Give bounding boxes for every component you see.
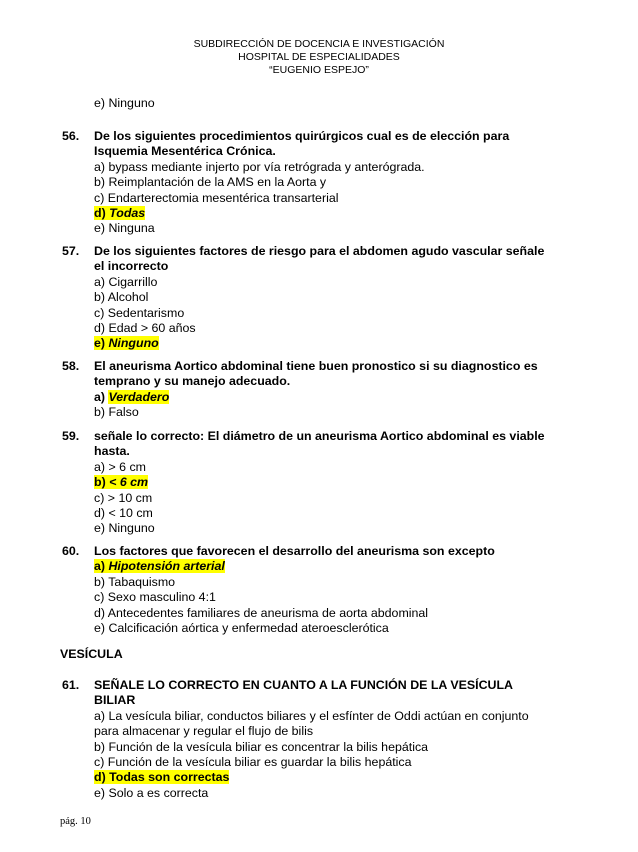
option-answer: Hipotensión arterial bbox=[108, 559, 225, 574]
page-header bbox=[0, 38, 638, 77]
option-answer: Ninguno bbox=[108, 336, 159, 351]
option-answer: Verdadero bbox=[108, 389, 170, 404]
correct-answer-option bbox=[94, 559, 564, 574]
option-text: e) Solo a es correcta bbox=[94, 785, 209, 800]
answer-option bbox=[94, 621, 564, 636]
answer-option bbox=[94, 709, 564, 740]
option-text: para almacenar y regular el flujo de bilis bbox=[94, 724, 314, 739]
option-text: b) Alcohol bbox=[94, 290, 149, 305]
option-prefix: d) bbox=[94, 206, 110, 221]
header-line-1: SUBDIRECCIÓN DE DOCENCIA E INVESTIGACIÓN bbox=[193, 38, 445, 50]
answer-highlight bbox=[94, 390, 169, 404]
answer-option bbox=[94, 405, 564, 420]
section-heading: VESÍCULA bbox=[60, 647, 123, 661]
header-line-2: HOSPITAL DE ESPECIALIDADES bbox=[238, 51, 400, 63]
option-text: c) Endarterectomia mesentérica transarterial bbox=[94, 190, 339, 205]
answer-option bbox=[94, 575, 564, 590]
page-number: pág. 10 bbox=[60, 816, 91, 827]
answer-option bbox=[94, 290, 564, 305]
question-title-line: SEÑALE LO CORRECTO EN CUANTO A LA FUNCIÓN DE LA VESÍCULA bbox=[94, 678, 513, 692]
option-text: c) Sexo masculino 4:1 bbox=[94, 590, 216, 605]
option-text: d) Edad > 60 años bbox=[94, 321, 196, 336]
question-title-line: Isquemia Mesentérica Crónica. bbox=[94, 144, 276, 159]
question-title bbox=[94, 129, 564, 160]
options-list bbox=[94, 390, 564, 421]
option-prefix: b) bbox=[94, 475, 110, 490]
answer-option bbox=[94, 275, 564, 290]
option-text: d) < 10 cm bbox=[94, 506, 153, 521]
option-text: d) Antecedentes familiares de aneurisma de aorta abdominal bbox=[94, 605, 429, 620]
correct-answer-option bbox=[94, 206, 564, 221]
option-answer: < 6 cm bbox=[109, 475, 149, 490]
option-text: a) Cigarrillo bbox=[94, 274, 158, 289]
question-title-line: señale lo correcto: El diámetro de un aneurisma Aortico abdominal es viable bbox=[94, 429, 545, 443]
question-title-line: El aneurisma Aortico abdominal tiene buen pronostico si su diagnostico es bbox=[94, 359, 538, 373]
answer-option bbox=[94, 755, 564, 770]
answer-option bbox=[94, 221, 564, 236]
options-list bbox=[94, 709, 564, 801]
question-number: 56. bbox=[62, 129, 80, 143]
option-text: b) Función de la vesícula biliar es concentrar la bilis hepática bbox=[94, 739, 429, 754]
header-line-3: “EUGENIO ESPEJO” bbox=[269, 64, 369, 76]
option-text: a) La vesícula biliar, conductos biliares y el esfínter de Oddi actúan en conjunto bbox=[94, 708, 529, 723]
answer-highlight bbox=[94, 475, 148, 489]
option-text: b) Reimplantación de la AMS en la Aorta y bbox=[94, 175, 327, 190]
answer-option bbox=[94, 491, 564, 506]
answer-option bbox=[94, 175, 564, 190]
option-prefix: e) bbox=[94, 336, 109, 351]
options-list bbox=[94, 275, 564, 352]
options-list bbox=[94, 559, 564, 636]
question-title-line: hasta. bbox=[94, 444, 130, 459]
option-text: e) Ninguna bbox=[94, 221, 155, 236]
answer-highlight bbox=[94, 336, 159, 350]
answer-highlight bbox=[94, 206, 145, 220]
question-number: 60. bbox=[62, 544, 80, 558]
question-title-line: temprano y su manejo adecuado. bbox=[94, 374, 291, 389]
question-title bbox=[94, 429, 564, 460]
answer-highlight bbox=[94, 559, 225, 573]
question-title-line: De los siguientes factores de riesgo para el abdomen agudo vascular señale bbox=[94, 244, 545, 258]
question-number: 57. bbox=[62, 244, 80, 258]
answer-option bbox=[94, 740, 564, 755]
correct-answer-option bbox=[94, 336, 564, 351]
correct-answer-option bbox=[94, 475, 564, 490]
option-text: b) Tabaquismo bbox=[94, 574, 176, 589]
answer-option bbox=[94, 606, 564, 621]
options-list bbox=[94, 160, 564, 237]
question-title bbox=[94, 544, 564, 559]
question-number: 59. bbox=[62, 429, 80, 443]
option-prefix: a) bbox=[94, 389, 109, 404]
question-number: 58. bbox=[62, 359, 80, 373]
answer-option bbox=[94, 191, 564, 206]
question-title bbox=[94, 244, 564, 275]
option-text: a) bypass mediante injerto por vía retrógrada y anterógrada. bbox=[94, 159, 425, 174]
answer-highlight: d) Todas son correctas bbox=[94, 770, 230, 785]
answer-option bbox=[94, 321, 564, 336]
option-text: e) Calcificación aórtica y enfermedad ateroesclerótica bbox=[94, 621, 389, 636]
option-text: c) > 10 cm bbox=[94, 490, 153, 505]
answer-option bbox=[94, 306, 564, 321]
option-text: e) Ninguno bbox=[94, 521, 155, 536]
option-prefix: a) bbox=[94, 559, 109, 574]
question-title-line: De los siguientes procedimientos quirúrgicos cual es de elección para bbox=[94, 129, 510, 143]
question-title bbox=[94, 359, 564, 390]
prelude-option: e) Ninguno bbox=[94, 96, 155, 110]
answer-option bbox=[94, 160, 564, 175]
question-number: 61. bbox=[62, 678, 80, 692]
answer-option bbox=[94, 590, 564, 605]
answer-option bbox=[94, 460, 564, 475]
correct-answer-option bbox=[94, 770, 564, 785]
question-title bbox=[94, 678, 564, 709]
option-text: c) Sedentarismo bbox=[94, 305, 185, 320]
options-list bbox=[94, 460, 564, 537]
question-title-line: el incorrecto bbox=[94, 259, 169, 274]
option-text: c) Función de la vesícula biliar es guardar la bilis hepática bbox=[94, 755, 412, 770]
answer-option bbox=[94, 506, 564, 521]
question-title-line: BILIAR bbox=[94, 693, 136, 708]
option-text: a) > 6 cm bbox=[94, 459, 146, 474]
answer-option bbox=[94, 786, 564, 801]
question-title-line: Los factores que favorecen el desarrollo del aneurisma son excepto bbox=[94, 544, 495, 558]
answer-option bbox=[94, 521, 564, 536]
option-text: b) Falso bbox=[94, 405, 139, 420]
option-answer: Todas bbox=[109, 206, 146, 221]
correct-answer-option bbox=[94, 390, 564, 405]
